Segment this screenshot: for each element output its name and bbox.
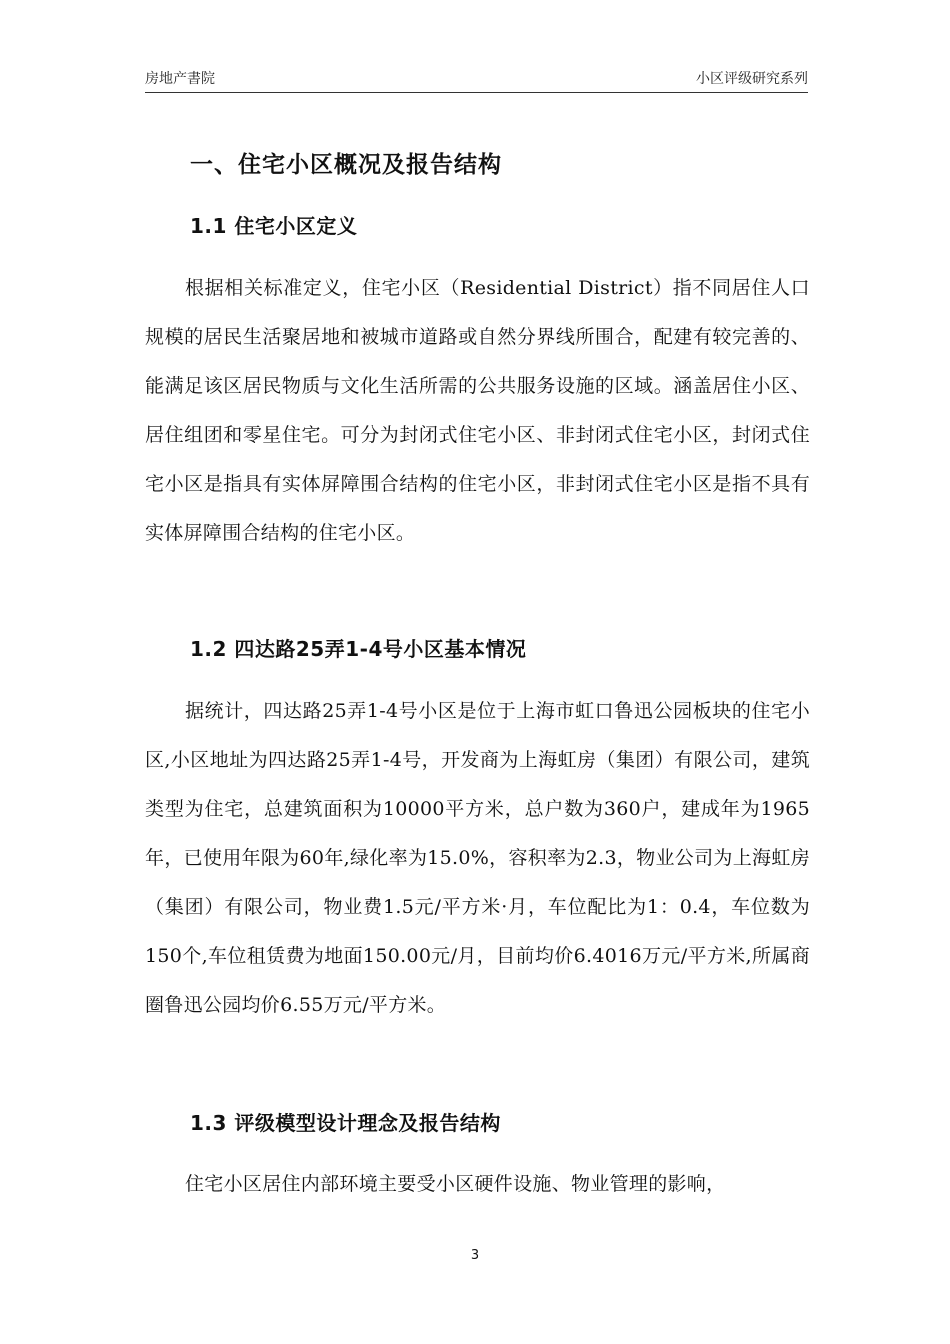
section-paragraph-1-3: 住宅小区居住内部环境主要受小区硬件设施、物业管理的影响， (185, 1173, 726, 1195)
section-heading-1-1: 1.1 住宅小区定义 (190, 214, 358, 238)
section-heading-1-2: 1.2 四达路25弄1-4号小区基本情况 (190, 637, 527, 661)
header-right-title: 小区评级研究系列 (696, 71, 808, 87)
page-number: 3 (470, 1248, 480, 1263)
section-heading-1-3: 1.3 评级模型设计理念及报告结构 (190, 1111, 501, 1135)
section-paragraph-1-2: 据统计，四达路25弄1-4号小区是位于上海市虹口鲁迅公园板块的住宅小区,小区地址为四达路25弄1-4号，开发商为上海虹房（集团）有限公司，建筑类型为住宅，总建筑面积为10000平方米，总户数为360户，建成年为1965年，已使用年限为60年,绿化率为15.0%，容积率为2.3，物业公司为上海虹房（集团）有限公司，物业费1.5元/平方米·月，车位配比为1：0.4，车位数为150个,车位租赁费为地面150.00元/月，目前均价6.4016万元/平方米,所属商圈鲁迅公园均价6.55万元/平方米。 (145, 700, 810, 1016)
section-paragraph-1-1: 根据相关标准定义，住宅小区（Residential District）指不同居住人口规模的居民生活聚居地和被城市道路或自然分界线所围合，配建有较完善的、能满足该区居民物质与文化生活所需的公共服务设施的区域。涵盖居住小区、居住组团和零星住宅。可分为封闭式住宅小区、非封闭式住宅小区，封闭式住宅小区是指具有实体屏障围合结构的住宅小区，非封闭式住宅小区是指不具有实体屏障围合结构的住宅小区。 (145, 277, 810, 544)
header-left-title: 房地产書院 (145, 71, 215, 87)
chapter-title: 一、住宅小区概况及报告结构 (190, 152, 502, 178)
page-header (145, 68, 808, 93)
